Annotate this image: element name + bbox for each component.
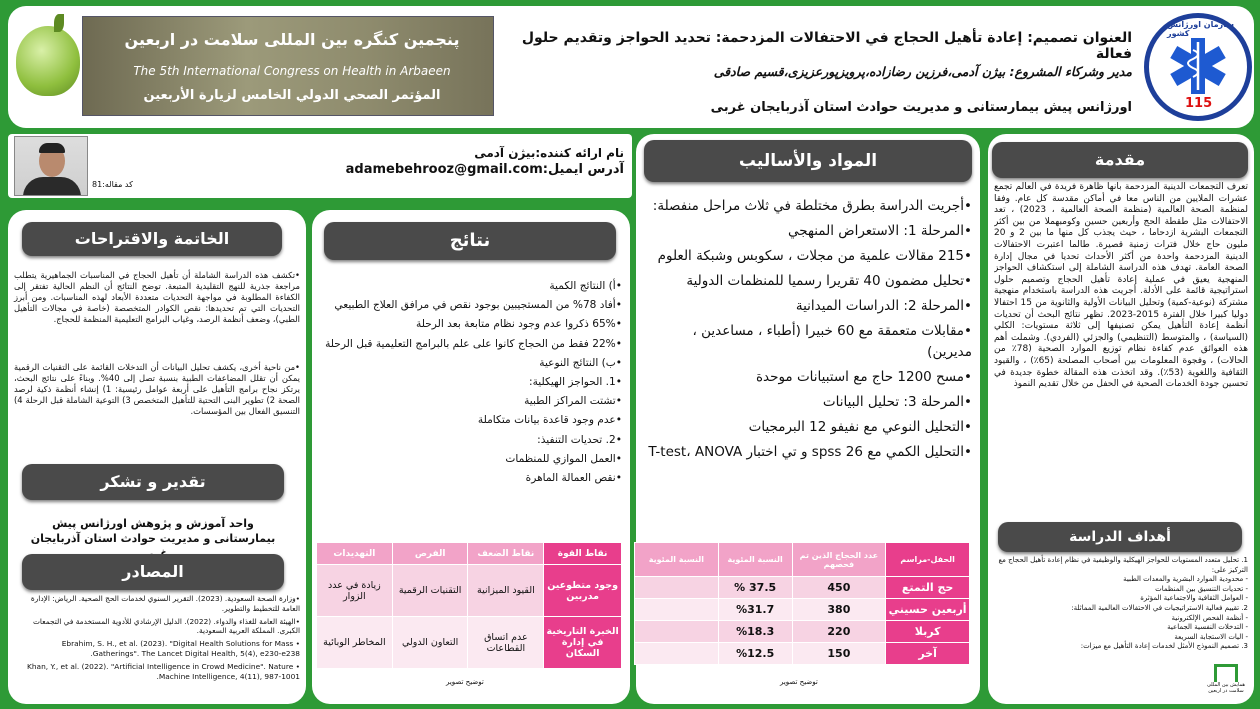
method-item: •المرحلة 1: الاستعراض المنهجي: [788, 223, 972, 239]
reference-item: • Khan, Y., et al. (2022). "Artificial Intelligence in Crowd Medicine". Nature Machine Intelligence, 4(11), 987-1001.: [27, 661, 300, 681]
swot-header: نقاط الضعف: [468, 543, 544, 565]
results-heading: نتائج: [324, 222, 616, 260]
method-item: •مقابلات متعمقة مع 60 خبيرا (أطباء ، مساعدين ، مديرين): [692, 323, 972, 360]
table-cell: أربعين حسيني: [886, 599, 970, 621]
methods-heading: المواد والأساليب: [644, 140, 972, 182]
result-item: •تشتت المراكز الطبية: [524, 395, 622, 408]
swot-cell: وجود متطوعين مدربين: [544, 565, 622, 617]
thanks-heading: تقدير و تشکر: [22, 464, 284, 500]
references-list: [14, 594, 300, 681]
result-item: •أ) النتائج الكمية: [549, 280, 622, 292]
banner-english: The 5th International Congress on Health in Arbaeen: [133, 64, 451, 78]
result-item: •65% ذكروا عدم وجود نظام متابعة بعد الرحلة: [416, 318, 622, 331]
goal-item: - تحديات التنسيق بين المنظمات: [1155, 584, 1248, 593]
leaf-icon: [54, 14, 64, 32]
goals-list: [994, 556, 1248, 652]
table-cell: آخر: [886, 643, 970, 665]
goal-item: 2. تقييم فعالية الاستراتيجيات في الاحتفالات العالمية المماثلة:: [1071, 603, 1248, 612]
email-label: آدرس ایمیل:: [542, 162, 624, 177]
table-cell: 150: [792, 643, 886, 665]
references-heading: المصادر: [22, 554, 284, 590]
result-item: •2. تحديات التنفيذ:: [537, 433, 622, 446]
result-item: •1. الحواجز الهيكلية:: [529, 376, 622, 389]
swot-cell: التعاون الدولي: [392, 617, 468, 669]
table-header: النسبة المئوية: [718, 543, 792, 577]
result-item: •نقص العمالة الماهرة: [525, 472, 622, 485]
swot-cell: التقنيات الرقمية: [392, 565, 468, 617]
goal-item: 3. تصميم النموذج الأمثل لخدمات إعادة التأهيل مع ميزات:: [1080, 642, 1248, 651]
footer-logo-text: همایش بین المللی سلامت در اربعین: [1207, 682, 1245, 694]
table-cell: 220: [792, 621, 886, 643]
results-caption: توضيح تصویر: [446, 678, 484, 686]
methods-caption: توضيح تصویر: [780, 678, 818, 686]
methods-list: [644, 196, 972, 540]
results-list: [316, 278, 622, 486]
presenter-photo: [14, 136, 88, 196]
ems-logo: [1144, 13, 1252, 121]
footer-logo: [1206, 664, 1246, 704]
table-cell: 380: [792, 599, 886, 621]
result-item: •أفاد 78% من المستجيبين بوجود نقص في مرافق العلاج الطبيعي: [334, 299, 622, 312]
conclusion-p2: •من ناحية أخرى، يكشف تحليل البيانات أن التدخلات القائمة على التقنيات الرقمية يمكن أن تقلل المضاعفات الطبية بنسبة تصل إلى 40%. وبناءً على نتائج البحث، يرتكز نجاح برامج التأهيل على أربعة عوامل رئيسية: 1) إنشاء أنظمة ذكية لرصد الصحة 2) تطوير البنى التحتية للتأهيل المتخصص 3) التوعية الشاملة قبل الرحلة 4) التنسيق الفعال بين المؤسسات.: [14, 362, 301, 416]
swot-header: نقاط القوة: [544, 543, 622, 565]
goal-item: - محدودية الموارد البشرية والمعدات الطبية: [1123, 575, 1248, 584]
table-cell-empty: [635, 577, 719, 599]
swot-header: التهديدات: [317, 543, 393, 565]
table-header: النسبة المئوية: [635, 543, 719, 577]
goal-item: - العوامل الثقافية والاجتماعية المؤثرة: [1140, 594, 1248, 603]
reference-item: •الهيئة العامة للغذاء والدواء. (2022). الدليل الإرشادي للأدوية المستخدمة في التجمعات الكبرى. المملكة العربية السعودية.: [32, 616, 300, 636]
table-cell: حج التمتع: [886, 577, 970, 599]
swot-cell: القيود الميزانية: [468, 565, 544, 617]
intro-body: تعرف التجمعات الدينية المزدحمة بأنها ظاهرة فريدة في العالم تجمع عشرات الملايين من الناس معا في أماكن مقدسة كل عام. وفقا لمنظمة الصحة العالمية (منظمة الصحة العالمية ، 2023) ، تعد الاحتفالات مثل طقطة الحج وأربعين حسين وكومبهملا من بين أكثر التجمعات البشرية ازدحاما ، حيث يجذب كل منها ما بين 2 و 20 مليون حاج خلال فترات زمنية قصيرة. طالما اعتبرت الاحتفالات الدينية المزدحمة واحدة من أكثر الأحداث تحديا في مجال إدارة الصحة العامة. تهدف هذه الدراسة الشاملة إلى استكشاف الحواجز المنهجية يعيق في عملية إعادة تأهيل الحجاج وتصميم حلول استراتيجية قائمة على الأدلة. أجريت هذه الدراسة باستخدام منهجية مشتركة (نوعية-كمية) وتحليل البيانات الأولية والثانوية من 15 احتفالا دوليا كبيرا خلال الفترة 2015-2023. تظهر نتائج البحث أن تحديات أنظمة إعادة التأهيل يمكن تصنيفها إلى ثلاثة مستويات: الكلي (السياسة) ، والمتوسط (التنظيمي) والجزئي (الفردي). وشملت أهم هذه العوائق عدم كفاءة نظام توزيع الموارد الصحية (78٪ من الحالات) ، وفجوة المعلومات بين أصحاب المصلحة (65٪) ، والقيود الثقافية واللغوية (53٪). وقد اتخذت هذه المقالة خطوة جديدة في تحسين جودة الخدمات الصحية في الحفل من خلال تقديم النموذ: [994, 182, 1248, 390]
thanks-body: واحد آموزش و پژوهش اورژانس پیش بیمارستانی و مدیریت حوادث استان آذربایجان: [30, 517, 276, 545]
email-row: [346, 162, 624, 177]
method-item: •المرحلة 3: تحليل البيانات: [822, 394, 972, 410]
reference-item: • Ebrahim, S. H., et al. (2023). "Digital Health Solutions for Mass Gatherings". The Lancet Digital Health, 5(4), e230-e238.: [61, 639, 300, 658]
avatar-hair: [39, 143, 65, 153]
project-managers: مدير وشركاء المشروع: بيژن آدمی،فرزین رضازاده،پرویزپورعزیزی،قسیم صادقی: [713, 64, 1132, 79]
swot-table: [316, 542, 622, 669]
table-cell: %18.3: [718, 621, 792, 643]
conclusion-heading: الخاتمة والاقتراحات: [22, 222, 282, 256]
apple-logo: [16, 26, 80, 96]
article-code: کد مقاله:81: [92, 180, 133, 189]
goal-item: - التدخلات النفسية الجماعية: [1167, 623, 1248, 632]
method-item: •التحليل الكمي مع spss 26 و تي اختبار T-test، ANOVA: [648, 444, 972, 460]
table-cell-empty: [635, 643, 719, 665]
swot-cell: المخاطر الوبائية: [317, 617, 393, 669]
method-item: •مسح 1200 حاج مع استبيانات موحدة: [755, 369, 972, 385]
organization: اورژانس پیش بیمارستانی و مدیریت حوادث استان آذربایجان غربی: [710, 100, 1132, 115]
goal-item: - أنظمة الفحص الإلكترونية: [1171, 613, 1248, 622]
table-cell: %12.5: [718, 643, 792, 665]
email-address[interactable]: adamebehrooz@gmail.com: [345, 162, 543, 177]
method-item: •تحليل مضمون 40 تقريرا رسميا للمنظمات الدولية: [686, 273, 972, 289]
swot-cell: زيادة في عدد الزوار: [317, 565, 393, 617]
presenter-name: نام ارائه کننده:بیژن آدمی: [474, 146, 624, 160]
method-item: •أجريت الدراسة بطرق مختلطة في ثلاث مراحل منفصلة:: [652, 198, 972, 214]
footer-logo-mark: [1214, 664, 1238, 682]
conclusion-p1: •تكشف هذه الدراسة الشاملة أن تأهيل الحجاج في المناسبات الجماهيرية يتطلب مراجعة جذرية للنهج التقليدية المتبعة. توضح النتائج أن النظم الحالية تفتقر إلى الكفاءة المطلوبة في مواجهة التحديات متعددة الأبعاد لهذه المناسبات. ومن أبرز التحديات التي تم تحديدها: نقص الكوادر المتخصصة (خاصة في مجالات التأهيل الطبي)، وضعف أنظمة الرصد، وغياب البرامج التعليمية المنظمة للحجاج.: [14, 270, 300, 324]
goal-item: - اليات الاستجابة السريعة: [1174, 632, 1248, 641]
method-item: •215 مقالات علمية من مجلات ، سكوبس وشبكة العلوم: [657, 248, 972, 264]
goals-heading: أهداف الدراسة: [998, 522, 1242, 552]
result-item: •22% فقط من الحجاج كانوا على علم بالبرامج التعليمية قبل الرحلة: [325, 337, 622, 350]
method-item: •المرحلة 2: الدراسات الميدانية: [795, 298, 972, 314]
reference-item: •وزارة الصحة السعودية. (2023). التقرير السنوي لخدمات الحج الصحية. الرياض: الإدارة العامة للتخطيط والتطوير.: [30, 594, 300, 613]
table-cell: 37.5 %: [718, 577, 792, 599]
poster-title: العنوان تصميم: إعادة تأهيل الحجاج في الاحتفالات المزدحمة: تحديد الحواجز وتقديم حلول فعالة: [521, 30, 1132, 62]
table-cell-empty: [635, 621, 719, 643]
intro-heading: مقدمة: [992, 142, 1248, 178]
pilgrims-table: [634, 542, 970, 665]
banner-persian: پنجمین کنگره بین المللی سلامت در اربعین: [124, 30, 460, 49]
swot-header: الفرص: [392, 543, 468, 565]
table-header: عدد الحجاج الذين تم فحصهم: [792, 543, 886, 577]
swot-cell: الخبرة التاريخية في إدارة السكان: [544, 617, 622, 669]
logo-text: سازمان اورژانس کشور: [1167, 20, 1235, 38]
table-cell: %31.7: [718, 599, 792, 621]
avatar-body: [23, 177, 81, 196]
table-cell-empty: [635, 599, 719, 621]
swot-cell: عدم اتساق القطاعات: [468, 617, 544, 669]
congress-banner: [14, 8, 498, 118]
table-cell: 450: [792, 577, 886, 599]
logo-number: 115: [1185, 96, 1213, 111]
table-cell: كربلا: [886, 621, 970, 643]
method-item: •التحليل النوعي مع نفيفو 12 البرمجيات: [748, 419, 972, 435]
result-item: •ب) النتائج النوعية: [539, 356, 622, 369]
banner-arabic: المؤتمر الصحي الدولي الخامس لزيارة الأربعين: [143, 88, 441, 103]
result-item: •عدم وجود قاعدة بيانات متكاملة: [477, 414, 622, 427]
table-header: الحفل-مراسم: [886, 543, 970, 577]
result-item: •العمل الموازي للمنظمات: [505, 452, 622, 465]
goal-item: 1. تحليل متعدد المستويات للحواجز الهيكلية والوظيفية في نظام إعادة تأهيل الحجاج مع التركيز على:: [998, 556, 1248, 574]
